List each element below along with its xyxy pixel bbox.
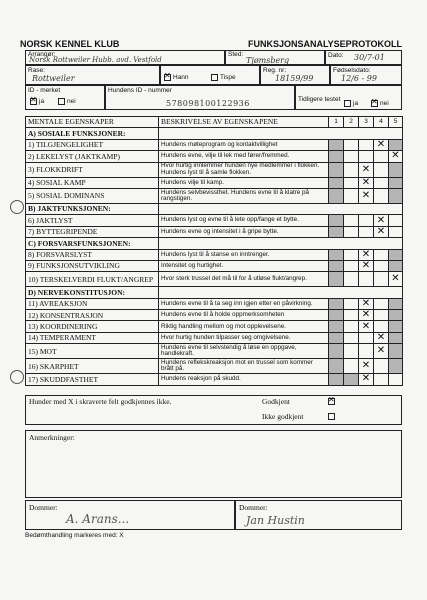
score-cell-4[interactable] [374, 374, 389, 385]
section-row [26, 287, 403, 298]
arranger-label: Arrangør: [28, 51, 56, 58]
trait-name: 12) KONSENTRASJON [26, 310, 159, 321]
table-row [26, 151, 403, 162]
section-blank [159, 238, 403, 249]
org-name: NORSK KENNEL KLUB [20, 39, 120, 49]
trait-name: 7) BYTTEGRIPENDE [26, 226, 159, 237]
section-title: A) SOSIALE FUNKSJONER: [26, 128, 159, 139]
score-mark: ✕ [361, 260, 371, 272]
table-row [26, 162, 403, 177]
trait-name: 13) KOORDINERING [26, 321, 159, 332]
score-cell-3[interactable] [359, 215, 374, 226]
score-cell-1[interactable] [329, 310, 344, 321]
table-row [26, 249, 403, 260]
score-mark: ✕ [361, 163, 371, 175]
score-mark: ✕ [361, 320, 371, 332]
score-cell-1[interactable] [329, 139, 344, 150]
tidligere-ja[interactable]: ja [344, 100, 358, 107]
section-blank [159, 128, 403, 139]
idmerke-box [25, 85, 105, 110]
score-mark: ✕ [361, 249, 371, 260]
sted-label: Sted: [228, 51, 244, 58]
ikke-godkjent-checkbox[interactable] [328, 413, 335, 420]
score-mark: ✕ [361, 373, 371, 385]
score-cell-1[interactable] [329, 226, 344, 237]
score-cell-4[interactable] [374, 260, 389, 271]
score-cell-2[interactable] [344, 332, 359, 343]
hund-id-box [105, 85, 295, 110]
table-row [26, 215, 403, 226]
punch-hole-mark [10, 200, 24, 214]
tispe-checkbox[interactable] [211, 74, 218, 81]
footer-note: Bedømthandling markeres med: X [25, 532, 124, 539]
trait-description: Hundens evne, vilje til lek med fører/fremmed. [159, 151, 329, 162]
score-cell-5[interactable] [389, 310, 403, 321]
idmerke-nei-checkbox[interactable] [58, 98, 65, 105]
score-cell-2[interactable] [344, 151, 359, 162]
score-cell-3[interactable] [359, 359, 374, 374]
score-cell-2[interactable] [344, 374, 359, 385]
score-mark: ✕ [376, 345, 386, 357]
trait-name: 4) SOSIAL KAMP [26, 177, 159, 188]
score-cell-5[interactable] [389, 226, 403, 237]
score-mark: ✕ [391, 273, 400, 285]
fodsel-value: 12/6 - 99 [341, 74, 377, 83]
score-cell-4[interactable] [374, 215, 389, 226]
trait-description: Riktig handling mellom og mot opplevelsene. [159, 321, 329, 332]
col-header-5: 5 [389, 117, 403, 128]
trait-name: 9) FUNKSJONSUTVIKLING [26, 260, 159, 271]
score-cell-3[interactable] [359, 260, 374, 271]
idmerke-ja[interactable]: ✕ja [30, 98, 44, 105]
dommer-2-label: Dommer: [239, 503, 268, 512]
trait-description: Hundens lyst til å stanse en inntrenger. [159, 249, 329, 260]
trait-description: Hundens lyst og evne til å lete opp/fange et bytte. [159, 215, 329, 226]
idmerke-nei[interactable]: nei [58, 98, 76, 105]
score-cell-3[interactable] [359, 249, 374, 260]
score-cell-2[interactable] [344, 249, 359, 260]
regnr-box [260, 65, 330, 85]
hund-id-label: Hundens ID - nummer [108, 87, 172, 94]
score-cell-2[interactable] [344, 272, 359, 287]
score-cell-4[interactable] [374, 249, 389, 260]
score-cell-5[interactable] [389, 272, 403, 287]
trait-name: 2) LEKELYST (JAKTKAMP) [26, 151, 159, 162]
score-cell-4[interactable] [374, 162, 389, 177]
score-cell-2[interactable] [344, 177, 359, 188]
trait-description: Hundens evne til å holde oppmerksomheten [159, 310, 329, 321]
section-row [26, 203, 403, 214]
ikke-godkjent-label: Ikke godkjent [262, 412, 304, 421]
tidligere-box [295, 85, 402, 110]
trait-description: Hvor sterk trussel det må til for å utløse flukt/angrep. [159, 272, 329, 287]
score-cell-2[interactable] [344, 344, 359, 359]
trait-name: 5) SOSIAL DOMINANS [26, 188, 159, 203]
trait-description: Hundens evne til selvstendig å løse en oppgave, handlekraft. [159, 344, 329, 359]
trait-name: 16) SKARPHET [26, 359, 159, 374]
dommer-2-signature: Jan Hustin [246, 514, 305, 527]
sted-value: Tjømsberg [246, 56, 290, 65]
trait-name: 17) SKUDDFASTHET [26, 374, 159, 385]
trait-description: Hvor hurtig innlemmer hunden nye medlemmer i flokken. Hundens lyst til å samle flokken. [159, 162, 329, 177]
score-cell-3[interactable] [359, 188, 374, 203]
tidligere-nei[interactable]: ✕ nei [371, 100, 389, 107]
col-header-traits: MENTALE EGENSKAPER [26, 117, 159, 128]
score-mark: ✕ [361, 309, 371, 321]
dato-box [325, 50, 402, 65]
section-row [26, 128, 403, 139]
section-blank [159, 287, 403, 298]
section-row [26, 238, 403, 249]
score-cell-1[interactable] [329, 249, 344, 260]
table-row [26, 226, 403, 237]
approval-box [25, 395, 402, 425]
score-mark: ✕ [361, 189, 371, 201]
trait-name: 14) TEMPERAMENT [26, 332, 159, 343]
score-cell-2[interactable] [344, 215, 359, 226]
tispe-option[interactable]: Tispe [211, 74, 236, 81]
punch-hole-mark [10, 370, 24, 384]
table-row [26, 310, 403, 321]
table-row [26, 188, 403, 203]
trait-description: Hundens reflekskreaksjon mot en trussel som kommer brått på. [159, 359, 329, 374]
trait-name: 3) FLOKKDRIFT [26, 162, 159, 177]
hann-checkbox[interactable] [164, 74, 171, 81]
score-cell-4[interactable] [374, 139, 389, 150]
table-row [26, 260, 403, 271]
score-cell-1[interactable] [329, 298, 344, 309]
trait-description: Hundens evne til å ta seg inn igjen etter en påvirkning. [159, 298, 329, 309]
dato-value: 30/7-01 [354, 53, 385, 62]
dommer-1-box [25, 500, 235, 530]
dommer-1-label: Dommer: [29, 503, 58, 512]
godkjent-label: Godkjent [262, 397, 290, 406]
fodsel-label: Fødselsdato: [333, 67, 371, 74]
trait-description: Intensitet og hurtighet. [159, 260, 329, 271]
score-mark: ✕ [361, 360, 371, 372]
score-mark: ✕ [376, 139, 386, 150]
score-cell-3[interactable] [359, 226, 374, 237]
score-mark: ✕ [361, 177, 371, 188]
score-cell-5[interactable] [389, 374, 403, 385]
table-row [26, 139, 403, 150]
score-cell-3[interactable] [359, 272, 374, 287]
dato-label: Dato: [328, 52, 344, 59]
score-cell-4[interactable] [374, 177, 389, 188]
dommer-2-box [235, 500, 402, 530]
col-header-description: BESKRIVELSE AV EGENSKAPENE [159, 117, 329, 128]
remarks-label: Anmerkninger: [29, 433, 75, 442]
score-cell-2[interactable] [344, 226, 359, 237]
score-cell-5[interactable] [389, 162, 403, 177]
tidligere-nei-checkbox[interactable] [371, 100, 378, 107]
trait-name: 6) JAKTLYST [26, 215, 159, 226]
score-mark: ✕ [376, 214, 386, 226]
score-cell-3[interactable] [359, 298, 374, 309]
godkjent-checkbox[interactable] [328, 398, 335, 405]
score-cell-4[interactable] [374, 226, 389, 237]
rase-box [25, 65, 160, 85]
col-header-2: 2 [344, 117, 359, 128]
score-cell-1[interactable] [329, 321, 344, 332]
score-mark: ✕ [391, 150, 400, 162]
score-cell-2[interactable] [344, 298, 359, 309]
trait-description: Hundens vilje til kamp. [159, 177, 329, 188]
col-header-1: 1 [329, 117, 344, 128]
table-row [26, 298, 403, 309]
tidligere-ja-checkbox[interactable] [344, 100, 351, 107]
trait-description: Hundens reaksjon på skudd. [159, 374, 329, 385]
section-blank [159, 203, 403, 214]
score-cell-1[interactable] [329, 188, 344, 203]
rase-label: Rase: [28, 67, 45, 74]
score-cell-5[interactable] [389, 332, 403, 343]
table-row [26, 332, 403, 343]
score-cell-1[interactable] [329, 272, 344, 287]
score-cell-4[interactable] [374, 332, 389, 343]
score-cell-4[interactable] [374, 272, 389, 287]
section-title: B) JAKTFUNKSJONEN: [26, 203, 159, 214]
section-title: D) NERVEKONSTITUSJON: [26, 287, 159, 298]
table-row [26, 344, 403, 359]
score-cell-2[interactable] [344, 162, 359, 177]
mental-traits-table [25, 116, 403, 386]
score-cell-5[interactable] [389, 344, 403, 359]
regnr-value: 18159/99 [275, 74, 314, 83]
trait-description: Hundens selvbevissthet. Hundens evne til å klatre på rangstigen. [159, 188, 329, 203]
score-cell-4[interactable] [374, 359, 389, 374]
tidligere-label: Tidligere testet [298, 96, 341, 103]
score-cell-3[interactable] [359, 310, 374, 321]
score-cell-1[interactable] [329, 260, 344, 271]
score-cell-2[interactable] [344, 321, 359, 332]
score-cell-5[interactable] [389, 249, 403, 260]
score-cell-3[interactable] [359, 139, 374, 150]
trait-name: 8) FORSVARSLYST [26, 249, 159, 260]
arranger-box [25, 50, 225, 65]
approval-note: Hunder med X i skraverte felt godkjennes ikke. [29, 397, 172, 406]
score-cell-3[interactable] [359, 374, 374, 385]
table-row [26, 359, 403, 374]
col-header-4: 4 [374, 117, 389, 128]
score-mark: ✕ [376, 226, 386, 237]
score-cell-5[interactable] [389, 215, 403, 226]
sex-box [160, 65, 260, 85]
dommer-1-signature: A. Arans... [66, 512, 130, 526]
score-mark: ✕ [361, 298, 371, 309]
score-cell-1[interactable] [329, 344, 344, 359]
score-cell-1[interactable] [329, 177, 344, 188]
table-row [26, 321, 403, 332]
trait-name: 10) TERSKELVERDI FLUKT/ANGREP [26, 272, 159, 287]
score-cell-4[interactable] [374, 321, 389, 332]
score-cell-1[interactable] [329, 151, 344, 162]
score-mark: ✕ [376, 332, 386, 344]
table-row [26, 374, 403, 385]
score-cell-5[interactable] [389, 359, 403, 374]
trait-name: 11) AVREAKSJON [26, 298, 159, 309]
regnr-label: Reg. nr: [263, 67, 287, 74]
table-row [26, 272, 403, 287]
score-cell-5[interactable] [389, 298, 403, 309]
score-cell-2[interactable] [344, 359, 359, 374]
section-title: C) FORSVARSFUNKSJONEN: [26, 238, 159, 249]
score-cell-1[interactable] [329, 215, 344, 226]
remarks-box[interactable] [25, 430, 402, 498]
trait-name: 1) TILGJENGELIGHET [26, 139, 159, 150]
score-cell-4[interactable] [374, 344, 389, 359]
score-cell-1[interactable] [329, 359, 344, 374]
col-header-3: 3 [359, 117, 374, 128]
score-cell-1[interactable] [329, 332, 344, 343]
score-cell-3[interactable] [359, 332, 374, 343]
arranger-value: Norsk Rottweiler Hubb. avd. Vestfold [29, 56, 162, 64]
score-cell-5[interactable] [389, 321, 403, 332]
score-cell-2[interactable] [344, 188, 359, 203]
score-cell-3[interactable] [359, 151, 374, 162]
score-cell-3[interactable] [359, 162, 374, 177]
idmerke-ja-checkbox[interactable] [30, 98, 37, 105]
fodsel-box [330, 65, 402, 85]
score-cell-4[interactable] [374, 310, 389, 321]
score-cell-5[interactable] [389, 260, 403, 271]
idmerke-label: ID - merket [28, 87, 61, 94]
score-cell-5[interactable] [389, 188, 403, 203]
trait-description: Hundens evne og intensitet i å gripe bytte. [159, 226, 329, 237]
score-cell-5[interactable] [389, 151, 403, 162]
score-cell-1[interactable] [329, 162, 344, 177]
sted-box [225, 50, 325, 65]
score-cell-3[interactable] [359, 321, 374, 332]
trait-name: 15) MOT [26, 344, 159, 359]
score-cell-2[interactable] [344, 310, 359, 321]
hann-option[interactable]: ✕ Hann [164, 74, 189, 81]
score-cell-4[interactable] [374, 298, 389, 309]
score-cell-5[interactable] [389, 139, 403, 150]
score-cell-5[interactable] [389, 177, 403, 188]
table-header-row [26, 117, 403, 128]
score-cell-1[interactable] [329, 374, 344, 385]
score-cell-3[interactable] [359, 344, 374, 359]
score-cell-4[interactable] [374, 151, 389, 162]
score-cell-3[interactable] [359, 177, 374, 188]
score-cell-2[interactable] [344, 260, 359, 271]
trait-description: Hvor hurtig hunden tilpasser seg omgivelsene. [159, 332, 329, 343]
score-cell-4[interactable] [374, 188, 389, 203]
score-cell-2[interactable] [344, 139, 359, 150]
protocol-title: FUNKSJONSANALYSEPROTOKOLL [248, 39, 403, 49]
hund-id-value: 578098100122936 [166, 99, 250, 108]
table-row [26, 177, 403, 188]
trait-description: Hundens møteprogram og kontaktvillighet [159, 139, 329, 150]
rase-value: Rottweiler [32, 74, 75, 83]
